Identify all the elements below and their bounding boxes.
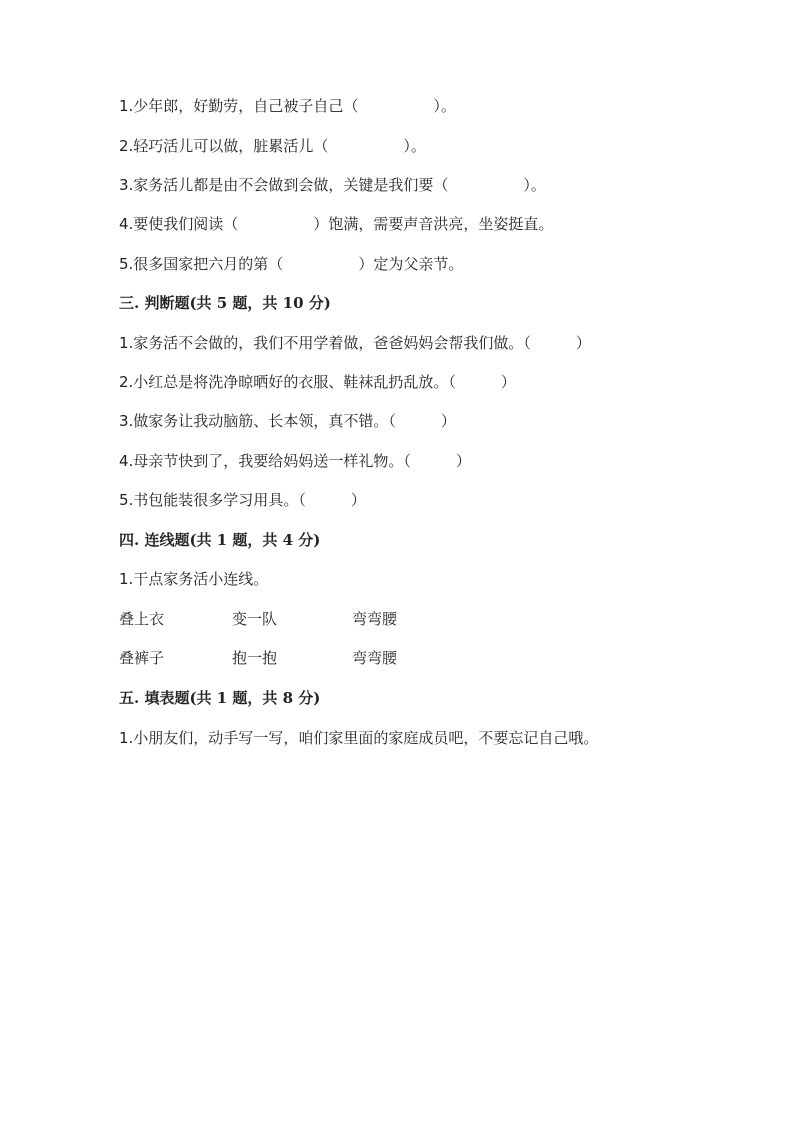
judgement-question-2: 2.小红总是将洗净晾晒好的衣服、鞋袜乱扔乱放。（ ）	[119, 373, 516, 391]
judgement-question-3: 3.做家务让我动脑筋、长本领，真不错。（ ）	[119, 412, 456, 430]
fill-blank-question-5: 5.很多国家把六月的第（ ）定为父亲节。	[119, 255, 464, 273]
fill-blank-question-1: 1.少年郎，好勤劳，自己被子自己（ ）。	[119, 97, 456, 115]
section-heading-judgement: 三. 判断题(共 5 题，共 10 分)	[119, 294, 331, 312]
matching-question-1: 1.干点家务活小连线。	[119, 570, 269, 588]
matching-item: 叠裤子	[119, 649, 165, 667]
matching-item: 抱一抱	[232, 649, 278, 667]
judgement-question-4: 4.母亲节快到了，我要给妈妈送一样礼物。（ ）	[119, 452, 471, 470]
fill-blank-question-2: 2.轻巧活儿可以做，脏累活儿（ ）。	[119, 137, 426, 155]
judgement-question-1: 1.家务活不会做的，我们不用学着做，爸爸妈妈会帮我们做。（ ）	[119, 334, 591, 352]
matching-item: 弯弯腰	[352, 610, 398, 628]
matching-item: 变一队	[232, 610, 278, 628]
section-heading-matching: 四. 连线题(共 1 题，共 4 分)	[119, 531, 321, 549]
fill-blank-question-3: 3.家务活儿都是由不会做到会做，关键是我们要（ ）。	[119, 176, 546, 194]
matching-item: 叠上衣	[119, 610, 165, 628]
section-heading-table-fill: 五. 填表题(共 1 题，共 8 分)	[119, 689, 321, 707]
judgement-question-5: 5.书包能装很多学习用具。（ ）	[119, 491, 366, 509]
table-fill-question-1: 1.小朋友们，动手写一写，咱们家里面的家庭成员吧，不要忘记自己哦。	[119, 729, 599, 747]
matching-item: 弯弯腰	[352, 649, 398, 667]
fill-blank-question-4: 4.要使我们阅读（ ）饱满，需要声音洪亮，坐姿挺直。	[119, 215, 554, 233]
